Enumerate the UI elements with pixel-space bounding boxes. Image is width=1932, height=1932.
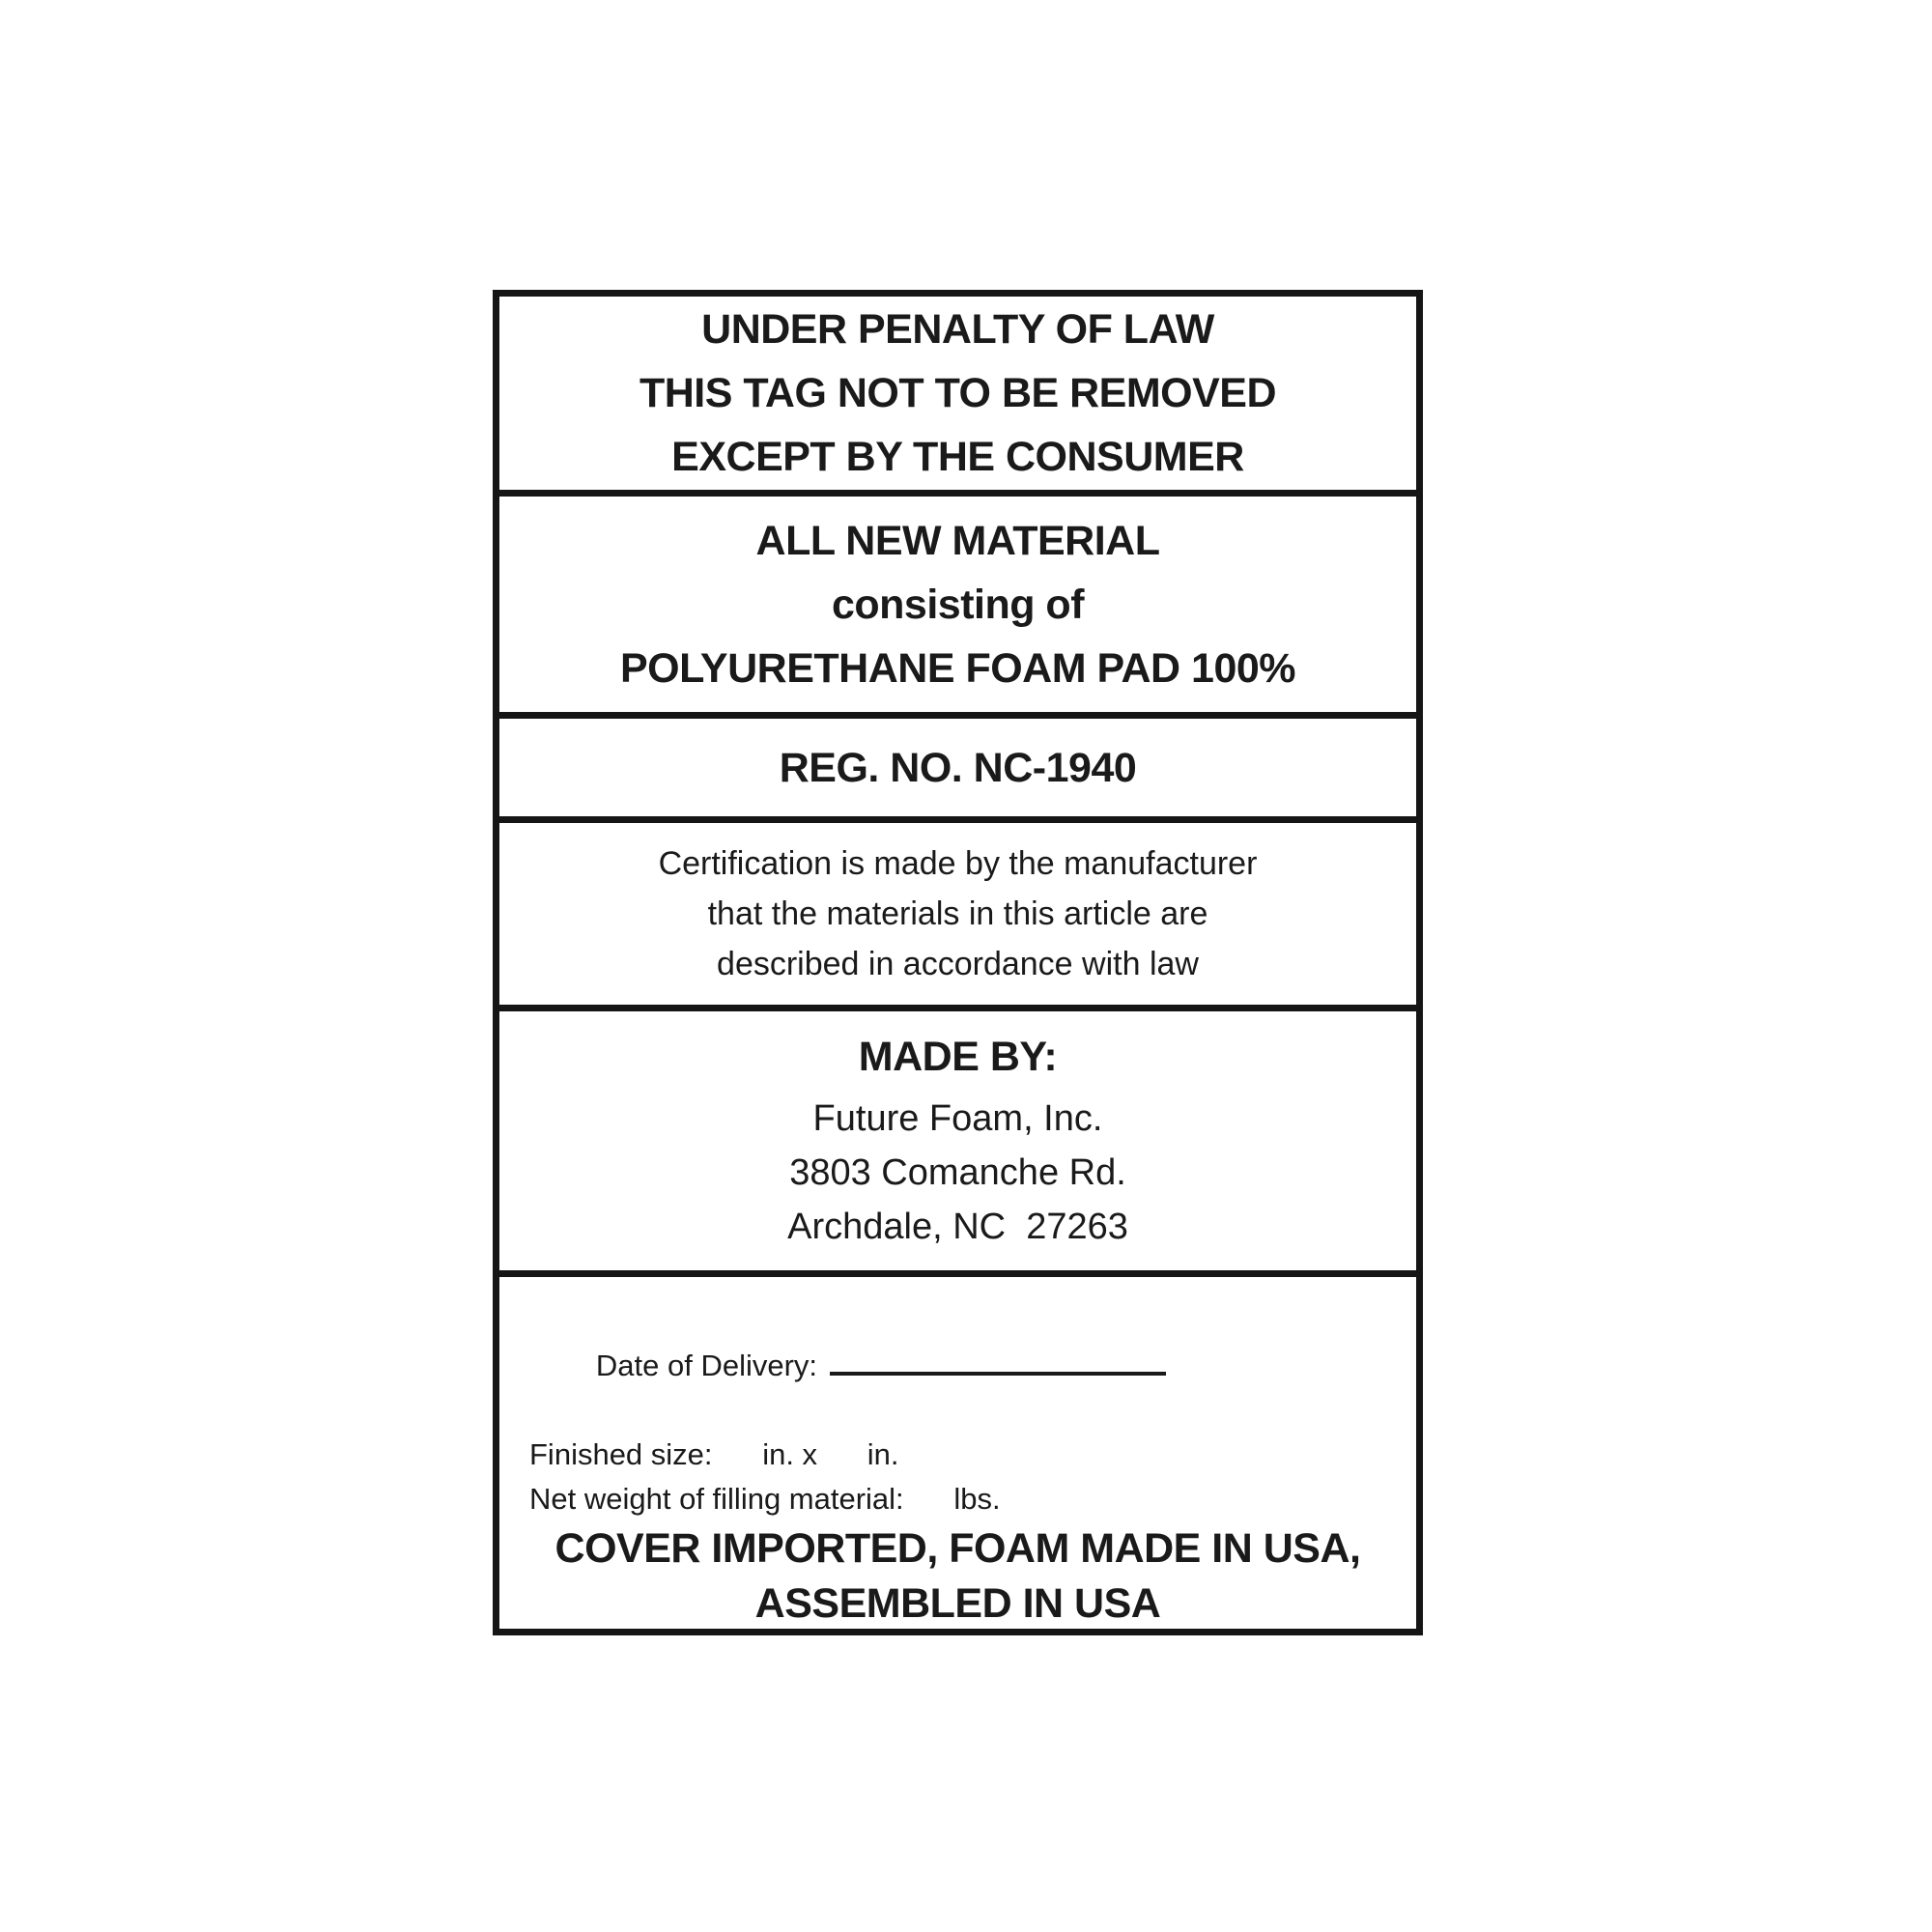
manufacturer-name: Future Foam, Inc. xyxy=(812,1098,1103,1139)
manufacturer-street: 3803 Comanche Rd. xyxy=(789,1152,1126,1193)
material-line-1: ALL NEW MATERIAL xyxy=(755,517,1160,564)
date-of-delivery-row xyxy=(499,1296,1416,1433)
section-penalty-notice xyxy=(499,297,1416,497)
made-by-heading: MADE BY: xyxy=(858,1034,1058,1080)
section-material-contents xyxy=(499,497,1416,719)
law-label-tag xyxy=(493,290,1423,1635)
penalty-line-3: EXCEPT BY THE CONSUMER xyxy=(671,434,1244,480)
date-of-delivery-label: Date of Delivery: xyxy=(595,1349,818,1382)
certification-line-1: Certification is made by the manufacturer xyxy=(658,845,1258,882)
registration-number: REG. NO. NC-1940 xyxy=(779,744,1137,791)
penalty-line-2: THIS TAG NOT TO BE REMOVED xyxy=(639,370,1277,416)
material-line-2: consisting of xyxy=(831,581,1085,628)
section-certification xyxy=(499,823,1416,1011)
origin-statement-line-2: ASSEMBLED IN USA xyxy=(754,1580,1161,1627)
origin-statement xyxy=(499,1521,1416,1647)
certification-line-3: described in accordance with law xyxy=(717,946,1199,982)
origin-statement-line-1: COVER IMPORTED, FOAM MADE IN USA, xyxy=(554,1525,1361,1572)
manufacturer-city-state-zip: Archdale, NC 27263 xyxy=(787,1207,1128,1247)
section-delivery-details xyxy=(499,1277,1416,1647)
finished-size-row: Finished size: in. x in. xyxy=(529,1437,899,1471)
section-made-by xyxy=(499,1011,1416,1277)
material-line-3: POLYURETHANE FOAM PAD 100% xyxy=(619,644,1296,692)
certification-line-2: that the materials in this article are xyxy=(707,895,1208,932)
penalty-line-1: UNDER PENALTY OF LAW xyxy=(701,306,1214,353)
date-of-delivery-blank-line xyxy=(830,1341,1166,1376)
net-weight-row: Net weight of filling material: lbs. xyxy=(529,1482,1001,1516)
section-registration-number xyxy=(499,719,1416,823)
